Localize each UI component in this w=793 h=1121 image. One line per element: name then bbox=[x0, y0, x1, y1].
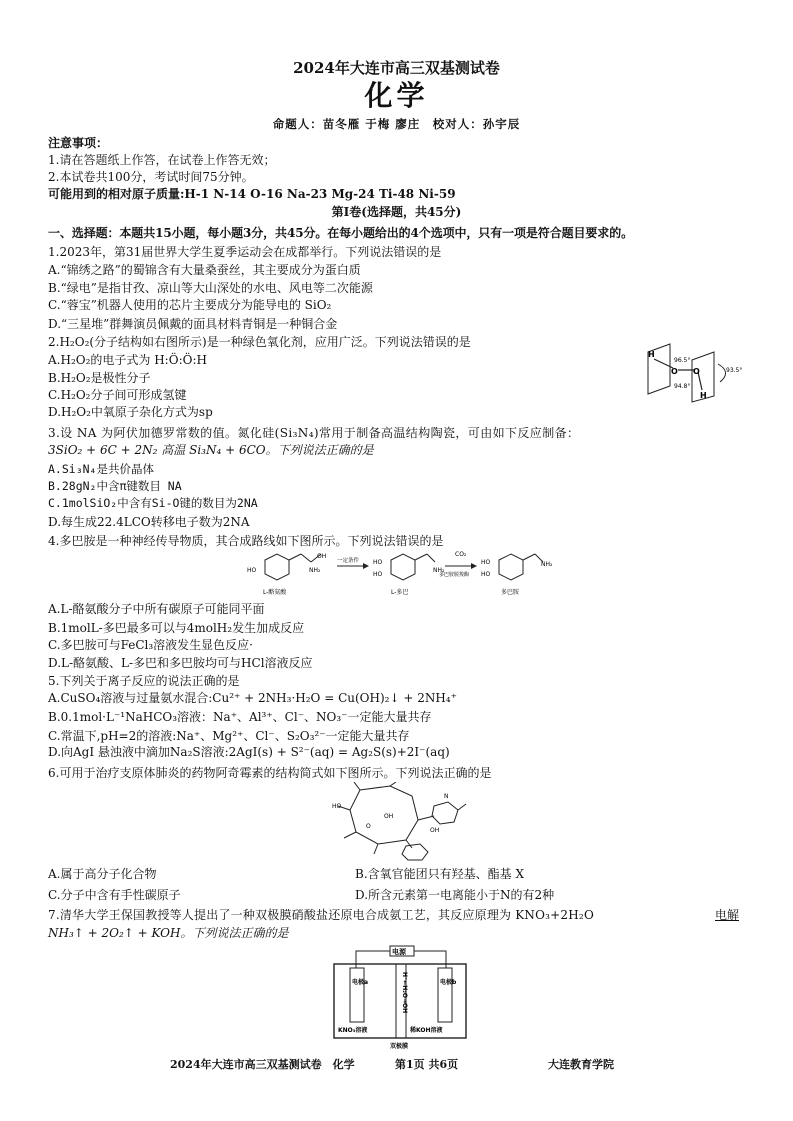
product-label: 多巴胺 bbox=[501, 589, 520, 596]
svg-text:NH₂: NH₂ bbox=[433, 567, 445, 574]
exam-title: 2024年大连市高三双基测试卷 bbox=[293, 59, 500, 77]
h2o2-atom-h-1: H bbox=[648, 350, 655, 359]
q6-option-b: B.含氧官能团只有羟基、酯基 X bbox=[355, 867, 524, 881]
svg-text:HO: HO bbox=[247, 567, 257, 574]
electrode-a-label: 电极a bbox=[352, 979, 369, 986]
q2-option-b: B.H₂O₂是极性分子 bbox=[48, 371, 151, 385]
q5-option-a: A.CuSO₄溶液与过量氨水混合:Cu²⁺ + 2NH₃·H₂O = Cu(OH)₂↓ + 2NH₄⁺ bbox=[48, 691, 457, 705]
membrane-ion-label: H⁺←H₂O→OH⁻ bbox=[401, 972, 408, 1017]
q2-stem: 2.H₂O₂(分子结构如右图所示)是一种绿色氧化剂，应用广泛。下列说法错误的是 bbox=[48, 335, 471, 349]
section-instruction: 一、选择题：本题共15小题，每小题3分，共45分。在每小题给出的4个选项中，只有一项是符合题目要求的。 bbox=[48, 226, 634, 240]
bipolar-membrane-cell-figure bbox=[330, 942, 470, 1050]
q4-option-b: B.1molL-多巴最多可以与4molH₂发生加成反应 bbox=[48, 621, 305, 635]
svg-text:HO: HO bbox=[373, 559, 383, 566]
h2o2-angle-1: 96.5° bbox=[674, 357, 691, 364]
svg-text:HO: HO bbox=[481, 571, 491, 578]
q5-stem: 5.下列关于离子反应的说法正确的是 bbox=[48, 674, 240, 688]
q1-option-c: C.“蓉宝”机器人使用的芯片主要成分为能导电的 SiO₂ bbox=[48, 298, 332, 312]
section-title: 第Ⅰ卷(选择题，共45分) bbox=[331, 205, 462, 219]
electrode-b-label: 电极b bbox=[440, 979, 457, 986]
q5-option-b: B.0.1mol·L⁻¹NaHCO₃溶液：Na⁺、Al³⁺、Cl⁻、NO₃⁻一定能大量共存 bbox=[48, 710, 432, 724]
q3-stem: 3.设 NA 为阿伏加德罗常数的值。氮化硅(Si₃N₄)常用于制备高温结构陶瓷，可由如下反应制备： bbox=[48, 426, 580, 440]
q4-option-a: A.L-酪氨酸分子中所有碳原子可能同平面 bbox=[48, 602, 265, 616]
q3-equation: 3SiO₂ + 6C + 2N₂ 高温 Si₃N₄ + 6CO。下列说法正确的是 bbox=[48, 443, 374, 457]
notice-item-1: 1.请在答题纸上作答，在试卷上作答无效； bbox=[48, 153, 276, 167]
q3-option-a: A.Si₃N₄是共价晶体 bbox=[48, 462, 154, 476]
q7-electrolysis-condition: 电解 bbox=[715, 908, 740, 922]
h2o2-atom-o-2: O bbox=[693, 367, 700, 376]
svg-text:OH: OH bbox=[317, 553, 327, 560]
svg-text:HO: HO bbox=[481, 559, 491, 566]
notice-heading: 注意事项： bbox=[48, 136, 109, 150]
notice-item-2: 2.本试卷共100分，考试时间75分钟。 bbox=[48, 170, 254, 184]
h2o2-angle-3: 94.8° bbox=[674, 383, 691, 390]
svg-text:HO: HO bbox=[332, 803, 342, 810]
svg-text:HO: HO bbox=[373, 571, 383, 578]
h2o2-structure-figure bbox=[640, 342, 750, 404]
atomic-masses: 可能用到的相对原子质量:H-1 N-14 O-16 Na-23 Mg-24 Ti-48 Ni-59 bbox=[48, 187, 456, 201]
dopamine-synthesis-scheme bbox=[245, 550, 560, 600]
q4-stem: 4.多巴胺是一种神经传导物质，其合成路线如下图所示。下列说法错误的是 bbox=[48, 534, 444, 548]
q2-option-c: C.H₂O₂分子间可形成氢键 bbox=[48, 388, 187, 402]
q4-option-d: D.L-酪氨酸、L-多巴和多巴胺均可与HCl溶液反应 bbox=[48, 656, 313, 670]
step1-label: 一定条件 bbox=[337, 558, 360, 564]
q5-option-c: C.常温下,pH=2的溶液:Na⁺、Mg²⁺、Cl⁻、S₂O₃²⁻一定能大量共存 bbox=[48, 729, 410, 743]
q2-option-d: D.H₂O₂中氧原子杂化方式为sp bbox=[48, 405, 213, 419]
svg-text:OH: OH bbox=[430, 827, 440, 834]
step2-label: 多巴胺脱羧酶 bbox=[439, 572, 470, 578]
power-supply-label: 电源 bbox=[392, 948, 406, 956]
q3-option-d: D.每生成22.4LCO转移电子数为2NA bbox=[48, 515, 250, 529]
svg-text:NH₂: NH₂ bbox=[309, 567, 321, 574]
q1-stem: 1.2023年，第31届世界大学生夏季运动会在成都举行。下列说法错误的是 bbox=[48, 245, 442, 259]
q3-option-c: C.1molSiO₂中含有Si-O键的数目为2NA bbox=[48, 496, 258, 510]
svg-text:N: N bbox=[444, 793, 449, 800]
q7-stem: 7.清华大学王保国教授等人提出了一种双极膜硝酸盐还原电合成氨工艺，其反应原理为 KNO₃+2H₂O bbox=[48, 908, 594, 922]
q6-option-c: C.分子中含有手性碳原子 bbox=[48, 888, 181, 902]
q1-option-a: A.“锦绣之路”的蜀锦含有大量桑蚕丝，其主要成分为蛋白质 bbox=[48, 263, 361, 277]
left-solution-label: KNO₃溶液 bbox=[338, 1027, 368, 1034]
footer-left: 2024年大连市高三双基测试卷 化学 bbox=[170, 1058, 355, 1071]
q5-option-d: D.向AgI 悬浊液中滴加Na₂S溶液:2AgI(s) + S²⁻(aq) = Ag₂S(s)+2I⁻(aq) bbox=[48, 745, 450, 759]
h2o2-atom-h-2: H bbox=[700, 391, 707, 400]
q1-option-b: B.“绿电”是指甘孜、凉山等大山深处的水电、风电等二次能源 bbox=[48, 281, 373, 295]
authors-line: 命题人：苗冬雁 于梅 廖庄 校对人：孙宇辰 bbox=[272, 117, 521, 131]
q1-option-d: D.“三星堆”群舞演员佩戴的面具材料青铜是一种铜合金 bbox=[48, 317, 338, 331]
q6-option-d: D.所含元素第一电离能小于N的有2种 bbox=[355, 888, 555, 902]
q7-equation: NH₃↑ + 2O₂↑ + KOH。下列说法正确的是 bbox=[48, 926, 289, 940]
h2o2-atom-o-1: O bbox=[671, 367, 678, 376]
bipolar-membrane-label: 双极膜 bbox=[390, 1043, 409, 1050]
right-solution-label: 稀KOH溶液 bbox=[410, 1027, 443, 1034]
h2o2-angle-2: 93.5° bbox=[726, 367, 743, 374]
subject-title: 化学 bbox=[364, 79, 429, 112]
intermediate-label: L-多巴 bbox=[391, 589, 409, 596]
byproduct-label: CO₂ bbox=[455, 551, 467, 558]
q3-option-b: B.28gN₂中含π键数目 NA bbox=[48, 479, 182, 493]
q6-stem: 6.可用于治疗支原体肺炎的药物阿奇霉素的结构简式如下图所示。下列说法正确的是 bbox=[48, 766, 492, 780]
footer-right: 大连教育学院 bbox=[548, 1058, 614, 1071]
svg-text:OH: OH bbox=[384, 813, 394, 820]
q4-option-c: C.多巴胺可与FeCl₃溶液发生显色反应· bbox=[48, 638, 253, 652]
footer-page-number: 第1页 共6页 bbox=[395, 1058, 459, 1071]
q6-option-a: A.属于高分子化合物 bbox=[48, 867, 157, 881]
svg-text:NH₂: NH₂ bbox=[541, 561, 553, 568]
reactant-label: L-酪氨酸 bbox=[263, 589, 287, 596]
svg-text:O: O bbox=[366, 823, 371, 830]
q2-option-a: A.H₂O₂的电子式为 H:Ö:Ö:H bbox=[48, 353, 207, 367]
azithromycin-structure-figure bbox=[330, 782, 470, 862]
